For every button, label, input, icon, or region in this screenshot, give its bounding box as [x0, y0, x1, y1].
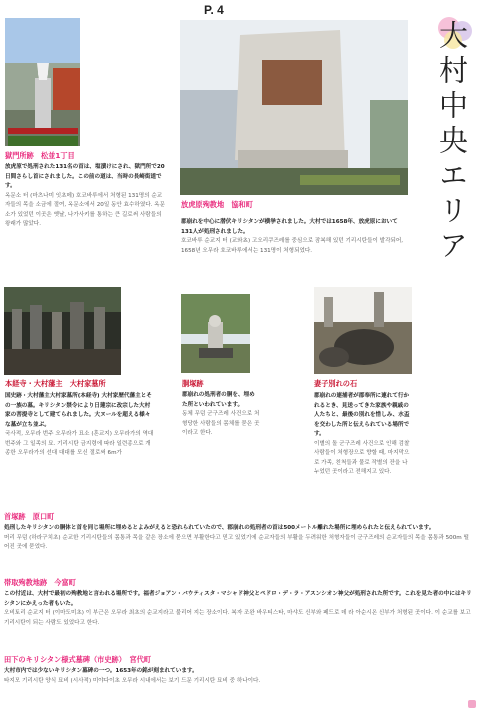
photo-gokumonsho-statue [5, 18, 80, 146]
spot-description [314, 392, 412, 478]
spot-description [181, 218, 409, 256]
section-text-kr: 오비토리 순교지 터 (이마도미초) 이 부근은 오무라 최초의 순교지라고 불리어 지는 장소이다. 복자 조완 바우티스타, 마샤도 신부와 페드로 데 라 아순시온 신부가 처형된 곳이다. 이 순교를 보고 기리시탄이 되는 사람도 있었다고 한다. [4, 610, 471, 626]
section-title: 首塚跡 原口町 [4, 512, 55, 521]
spot-text-jp: 郡崩れの連捕者が郡奉所に連れて行かれるとき、見送ってきた家族や親戚の人たちと、最後の別れを惜しみ、水盃を交わした所と伝えられている場所です。 [314, 393, 410, 437]
spot-text-kr: 이별의 돌 군구즈레 사건으로 인해 검찰사람들이 처형장으로 향할 때, 마지막으로 가족, 친척들과 물로 작별의 잔을 나누었던 곳이라고 전해지고 있다. [314, 440, 410, 475]
spot-title: 獄門所跡 松並1丁目 [5, 151, 75, 160]
section-body [4, 524, 474, 553]
section-text-jp: 処刑したキリシタンの胴体と首を同じ場所に埋めるとよみがえると恐れられていたので、郡崩れの処刑者の首は500メートル離れた場所に埋められたと伝えられています。 [4, 525, 435, 531]
section-text-jp: 大村市内では少ないキリシタン墓碑の一つ。1653年の銘が刻まれています。 [4, 668, 198, 674]
section-kubizuka [4, 512, 474, 553]
section-text-kr: 타지모 기리시탄 양식 묘비 (시사적) 미야다이초 오무라 시내에서는 보기 드문 기리시탄 묘비 중 하나이다. [4, 677, 261, 684]
area-title: 大村中央エリア [435, 20, 469, 265]
spot-text-jp: 放虎原で処刑された131名の首は、塩漬けにされ、獄門所で20日間さらし首にされました。この前の道は、当時の長崎街道です。 [5, 164, 165, 189]
photo-honkyoji-graves [4, 287, 121, 375]
photo-dozuka-monument [181, 294, 250, 373]
section-text-kr: 머리 무덤 (하라구치초) 순교한 기리시탄들의 몸통과 목을 같은 장소에 묻으면 부활한다고 믿고 있었기에 순교자들의 부활을 두려워한 처형자들이 군구즈레의 순교자들의 목을 몸통과 500m 떨어진 곳에 묻었다. [4, 534, 469, 550]
section-text-jp: この付近は、大村で最初の殉教地と言われる場所です。福者ジョアン・バウティスタ・マシャド神父とペドロ・デ・ラ・アスンシオン神父が処刑された所です。これを見た者の中にはキリシタンにかえった者もいた。 [4, 591, 472, 607]
spot-description [182, 391, 260, 439]
spot-title: 妻子別れの石 [314, 379, 358, 388]
spot-description [5, 392, 155, 459]
section-obitori [4, 578, 474, 628]
page-number: P. 4 [204, 3, 224, 17]
spot-text-jp: 郡崩れを中心に潜伏キリシタンが横挙されました。大村では1658年、放虎原において131人が処刑されました。 [181, 219, 398, 235]
spot-text-kr: 옥문소 터 (마츠나미 잇초메) 호코바루에서 처형된 131명의 순교자들의 목을 소금에 절여, 옥문소에서 20일 동안 효수하였다. 옥문소가 있었던 이곳은 옛날, 나가사키를 통하는 큰 길로써 사람들의 왕래가 많았다. [5, 192, 165, 227]
spot-text-kr: 국사적, 오무라 번주 오무라가 묘소 (혼교지) 오무라가의 역대 번주와 그 일족의 묘. 기리시탄 금지령에 따라 일련종으로 개종한 오무라가의 선대 대대를 모신 절로써 6m가 [5, 431, 154, 456]
spot-title: 胴塚跡 [182, 379, 204, 388]
spot-text-jp: 郡崩れの処刑者の胴を、埋めた所といわれています。 [182, 392, 255, 408]
spot-text-kr: 호코바루 순교지 터 (교와쵸) 고오리쿠즈레를 중심으로 잠복해 있던 기리시탄들이 발각되어, 1658년 오무라 호코바루에서는 131명이 처형되었다. [181, 238, 404, 254]
section-title: 帯取殉教地跡 今富町 [4, 578, 76, 587]
spot-text-kr: 동체 무덤 군구즈레 사건으로 처형당한 사람들의 몸체를 묻은 곳이라고 한다. [182, 411, 260, 436]
section-tashimo [4, 655, 474, 686]
section-title: 田下のキリシタン様式墓碑（市史跡） 宮代町 [4, 655, 152, 664]
section-body [4, 590, 474, 628]
photo-saishi-wakare-stone [314, 287, 412, 374]
spot-title: 放虎原殉教地 協和町 [181, 200, 253, 209]
spot-text-jp: 国史跡・大村藩主大村家墓所(本経寺) 大村家歴代藩主とその一族の墓。キリシタン禁令により日蓮宗に改宗した大村家の菩提寺として建てられました。大ヌールを超える様々な墓が立ち並ぶ。 [5, 393, 152, 428]
photo-hokobaru-monument [180, 20, 408, 195]
spot-title: 本経寺・大村藩主 大村家墓所 [5, 379, 106, 388]
spot-description [5, 163, 167, 230]
page-corner-badge [468, 700, 476, 708]
section-body [4, 667, 474, 686]
